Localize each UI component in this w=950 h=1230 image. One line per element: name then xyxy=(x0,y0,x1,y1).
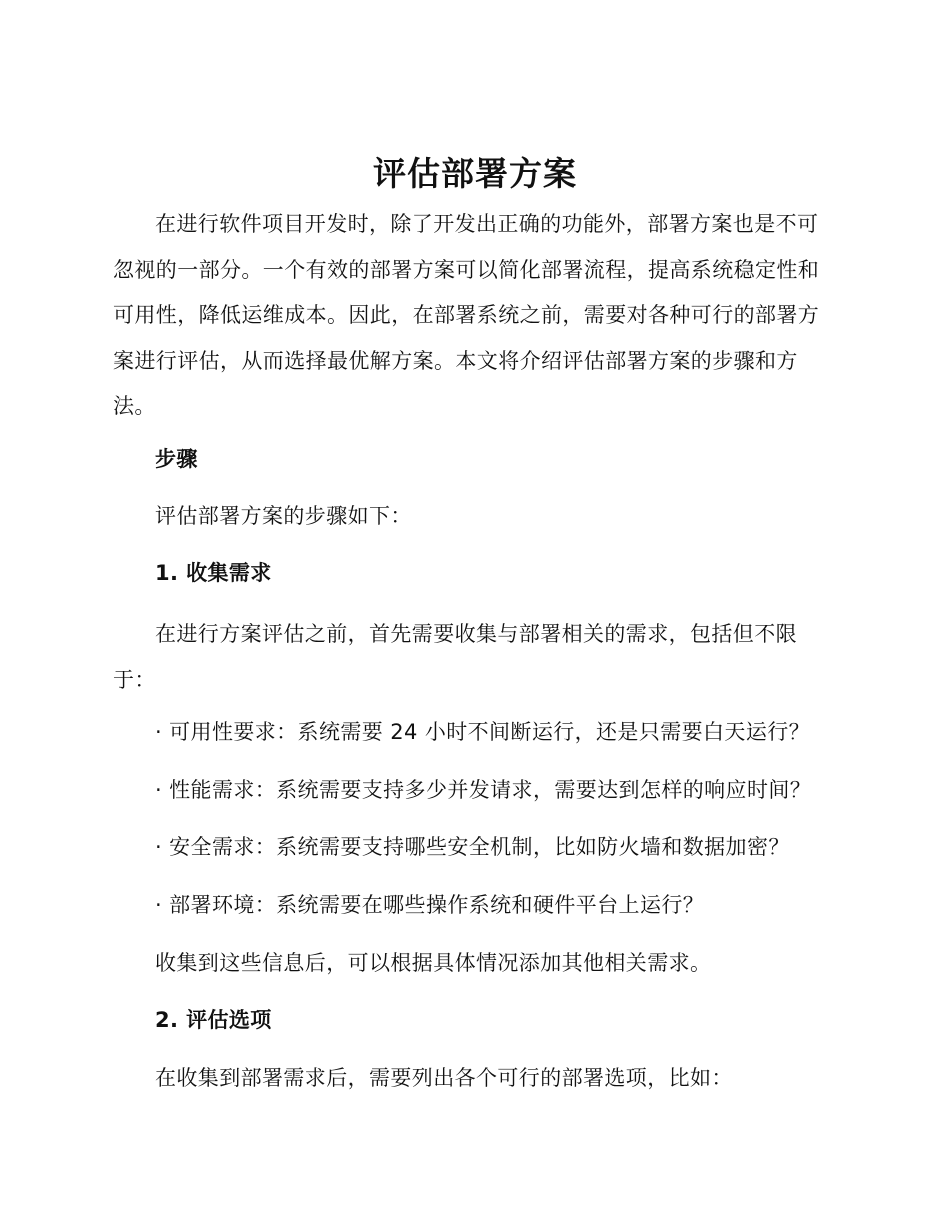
list-item: · 性能需求：系统需要支持多少并发请求，需要达到怎样的响应时间？ xyxy=(155,778,812,802)
step1-heading: 1. 收集需求 xyxy=(155,561,272,585)
intro-paragraph: 在进行软件项目开发时，除了开发出正确的功能外，部署方案也是不可忽视的一部分。一个有效的部署方案可以简化部署流程，提高系统稳定性和可用性，降低运维成本。因此，在部署系统之前，需要对各种可行的部署方案进行评估，从而选择最优解方案。本文将介绍评估部署方案的步骤和方法。 xyxy=(113,212,820,418)
step1-after-text: 收集到这些信息后，可以根据具体情况添加其他相关需求。 xyxy=(155,951,712,975)
steps-intro: 评估部署方案的步骤如下： xyxy=(155,504,412,528)
steps-heading: 步骤 xyxy=(155,447,198,471)
step2-paragraph: 在收集到部署需求后，需要列出各个可行的部署选项，比如： xyxy=(155,1066,733,1090)
step2-heading: 2. 评估选项 xyxy=(155,1008,272,1032)
document-title: 评估部署方案 xyxy=(373,154,577,193)
list-item: · 可用性要求：系统需要 24 小时不间断运行，还是只需要白天运行？ xyxy=(155,720,811,744)
list-item: · 安全需求：系统需要支持哪些安全机制，比如防火墙和数据加密？ xyxy=(155,835,790,859)
step1-paragraph: 在进行方案评估之前，首先需要收集与部署相关的需求，包括但不限于： xyxy=(113,622,797,692)
list-item: · 部署环境：系统需要在哪些操作系统和硬件平台上运行？ xyxy=(155,893,705,917)
